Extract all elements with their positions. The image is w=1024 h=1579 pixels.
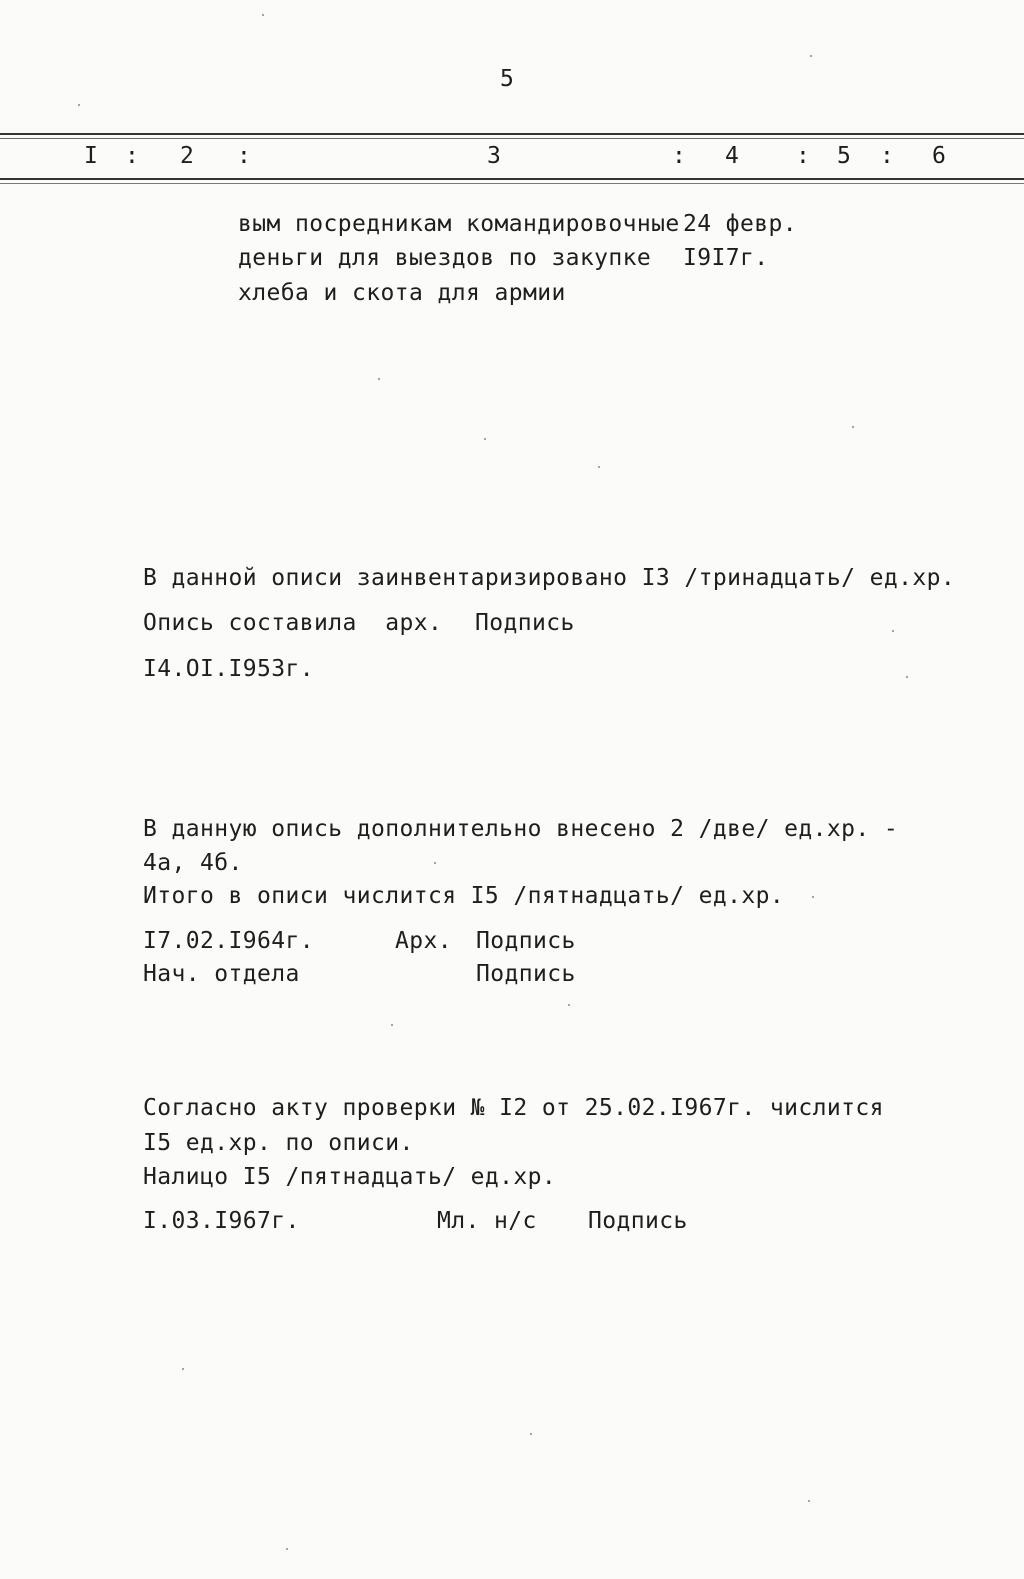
column-sep: : (125, 143, 140, 169)
header-rule-bottom-thin (0, 183, 1024, 184)
column-sep: : (672, 143, 687, 169)
note-line: Согласно акту проверки № I2 от 25.02.I967г. числится (143, 1095, 884, 1121)
entry-date: 24 февр. (683, 211, 797, 237)
note-line: 4а, 4б. (143, 850, 243, 876)
signature: Подпись (588, 1208, 688, 1234)
speck (808, 1500, 810, 1502)
entry-title-line: хлеба и скота для армии (238, 280, 566, 306)
entry-title-line: деньги для выездов по закупке (238, 245, 652, 271)
column-5: 5 (837, 143, 852, 169)
column-sep: : (880, 143, 895, 169)
note-date: I.03.I967г. (143, 1208, 300, 1234)
note-line: Налицо I5 /пятнадцать/ ед.хр. (143, 1164, 557, 1190)
speck (892, 630, 894, 632)
column-6: 6 (932, 143, 947, 169)
signature: Подпись (475, 610, 575, 636)
column-sep: : (796, 143, 811, 169)
header-rule-bottom (0, 178, 1024, 180)
note-line: В данной описи заинвентаризировано I3 /тринадцать/ ед.хр. (143, 565, 956, 591)
signature: Подпись (476, 928, 576, 954)
signature: Подпись (476, 961, 576, 987)
speck (852, 426, 854, 428)
column-3: 3 (487, 143, 502, 169)
header-rule-top (0, 133, 1024, 135)
note-line: Итого в описи числится I5 /пятнадцать/ ед.хр. (143, 883, 785, 909)
column-sep: : (237, 143, 252, 169)
note-date: I7.02.I964г. (143, 928, 314, 954)
speck (906, 676, 908, 678)
header-rule-top-thin (0, 138, 1024, 139)
compiler-line: Опись составила арх. (143, 610, 443, 636)
note-line: В данную опись дополнительно внесено 2 /две/ ед.хр. - (143, 816, 899, 842)
speck (530, 1433, 532, 1435)
speck (810, 55, 812, 57)
page-number: 5 (500, 66, 515, 92)
column-2: 2 (180, 143, 195, 169)
entry-year: I9I7г. (683, 245, 769, 271)
speck (286, 1548, 288, 1550)
role: Мл. н/с (437, 1208, 537, 1234)
speck (78, 104, 80, 106)
speck (568, 1004, 570, 1006)
column-4: 4 (725, 143, 740, 169)
speck (262, 14, 264, 16)
speck (598, 466, 600, 468)
speck (812, 896, 814, 898)
role: Арх. (395, 928, 452, 954)
note-date: I4.OI.I953г. (143, 656, 314, 682)
role: Нач. отдела (143, 961, 300, 987)
speck (484, 438, 486, 440)
speck (182, 1368, 184, 1370)
entry-title-line: вым посредникам командировочные (238, 211, 680, 237)
speck (378, 378, 380, 380)
speck (434, 862, 436, 864)
column-1: I (84, 143, 99, 169)
speck (391, 1024, 393, 1026)
note-line: I5 ед.хр. по описи. (143, 1130, 414, 1156)
